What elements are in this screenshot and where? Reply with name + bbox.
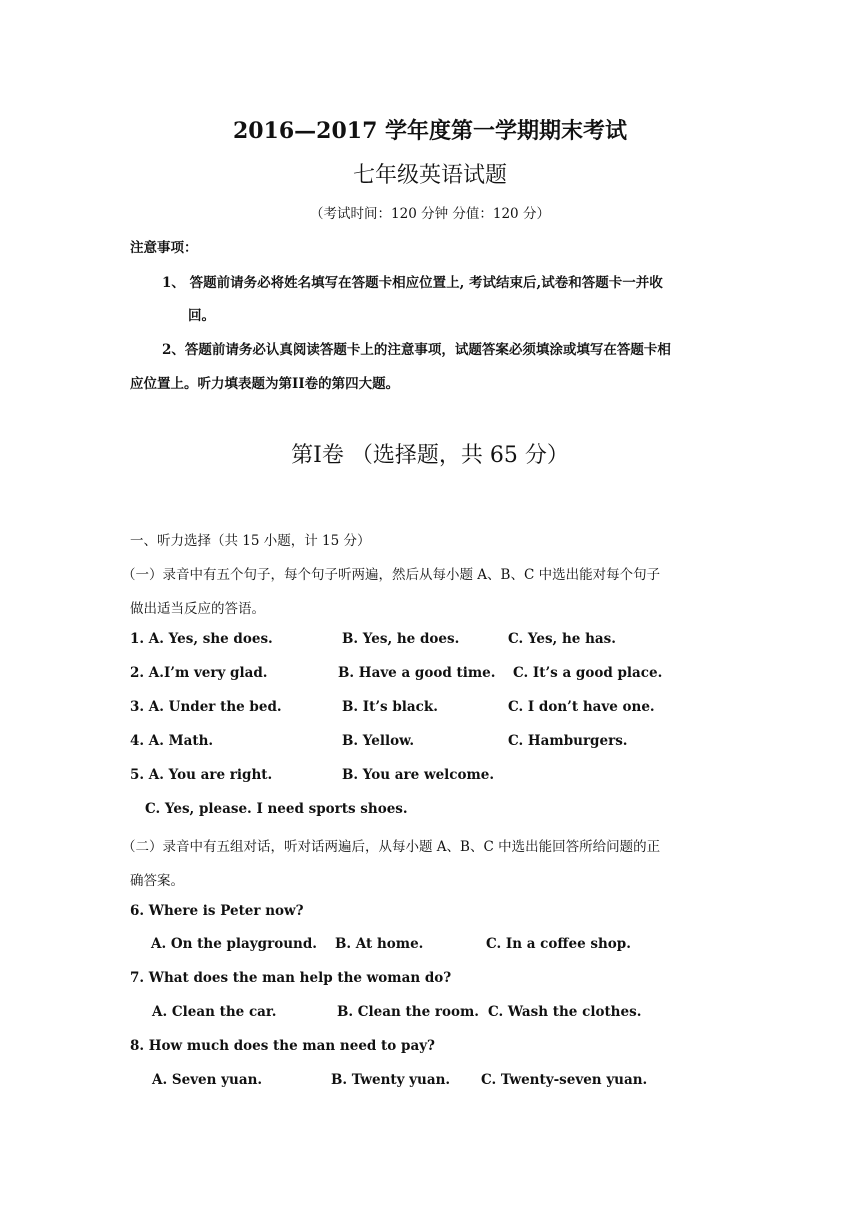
- q6-question: 6. Where is Peter now?: [130, 903, 304, 919]
- q2-option-c: C. It’s a good place.: [513, 665, 663, 681]
- q6-option-b: B. At home.: [335, 936, 424, 952]
- note-item-2-line-2: 应位置上。听力填表题为第II卷的第四大题。: [130, 376, 400, 392]
- exam-title: 2016—2017 学年度第一学期期末考试: [232, 118, 628, 144]
- exam-subtitle: 七年级英语试题: [352, 163, 507, 188]
- q8-option-b: B. Twenty yuan.: [331, 1072, 451, 1088]
- q3-option-c: C. I don’t have one.: [508, 699, 655, 715]
- note-item-2-line-1: 2、答题前请务必认真阅读答题卡上的注意事项，试题答案必须填涂或填写在答题卡相: [162, 342, 671, 358]
- notes-heading: 注意事项：: [130, 240, 198, 256]
- q1-option-a: 1. A. Yes, she does.: [130, 631, 273, 647]
- part1-sub2-line-1: （二）录音中有五组对话，听对话两遍后，从每小题 A、B、C 中选出能回答所给问题的正: [122, 839, 661, 855]
- q7-option-b: B. Clean the room.: [337, 1004, 479, 1020]
- q3-option-b: B. It’s black.: [342, 699, 438, 715]
- part1-heading: 一、听力选择（共 15 小题，计 15 分）: [130, 533, 371, 549]
- q5-option-a: 5. A. You are right.: [130, 767, 273, 783]
- q7-question: 7. What does the man help the woman do?: [130, 970, 452, 986]
- note-item-1-line-1: 1、 答题前请务必将姓名填写在答题卡相应位置上, 考试结束后,试卷和答题卡一并收: [162, 275, 663, 291]
- section-title: 第Ⅰ卷 （选择题，共 65 分）: [291, 443, 569, 468]
- note-item-1-line-2: 回。: [188, 308, 215, 324]
- q8-option-c: C. Twenty-seven yuan.: [481, 1072, 648, 1088]
- q8-question: 8. How much does the man need to pay?: [130, 1038, 435, 1054]
- q8-option-a: A. Seven yuan.: [152, 1072, 263, 1088]
- q1-option-b: B. Yes, he does.: [342, 631, 460, 647]
- q2-option-a: 2. A.I’m very glad.: [130, 665, 268, 681]
- part1-sub1-line-1: （一）录音中有五个句子，每个句子听两遍，然后从每小题 A、B、C 中选出能对每个句子: [122, 567, 661, 583]
- q4-option-b: B. Yellow.: [342, 733, 415, 749]
- q4-option-a: 4. A. Math.: [130, 733, 214, 749]
- q7-option-a: A. Clean the car.: [152, 1004, 277, 1020]
- q1-option-c: C. Yes, he has.: [508, 631, 616, 647]
- q6-option-c: C. In a coffee shop.: [486, 936, 631, 952]
- part1-sub2-line-2: 确答案。: [130, 873, 184, 889]
- q2-option-b: B. Have a good time.: [338, 665, 496, 681]
- q5-option-b: B. You are welcome.: [342, 767, 495, 783]
- q7-option-c: C. Wash the clothes.: [488, 1004, 642, 1020]
- part1-sub1-line-2: 做出适当反应的答语。: [130, 601, 265, 617]
- exam-info: （考试时间：120 分钟 分值：120 分）: [310, 206, 550, 222]
- q3-option-a: 3. A. Under the bed.: [130, 699, 282, 715]
- q6-option-a: A. On the playground.: [151, 936, 317, 952]
- q5-option-c: C. Yes, please. I need sports shoes.: [145, 801, 408, 817]
- q4-option-c: C. Hamburgers.: [508, 733, 628, 749]
